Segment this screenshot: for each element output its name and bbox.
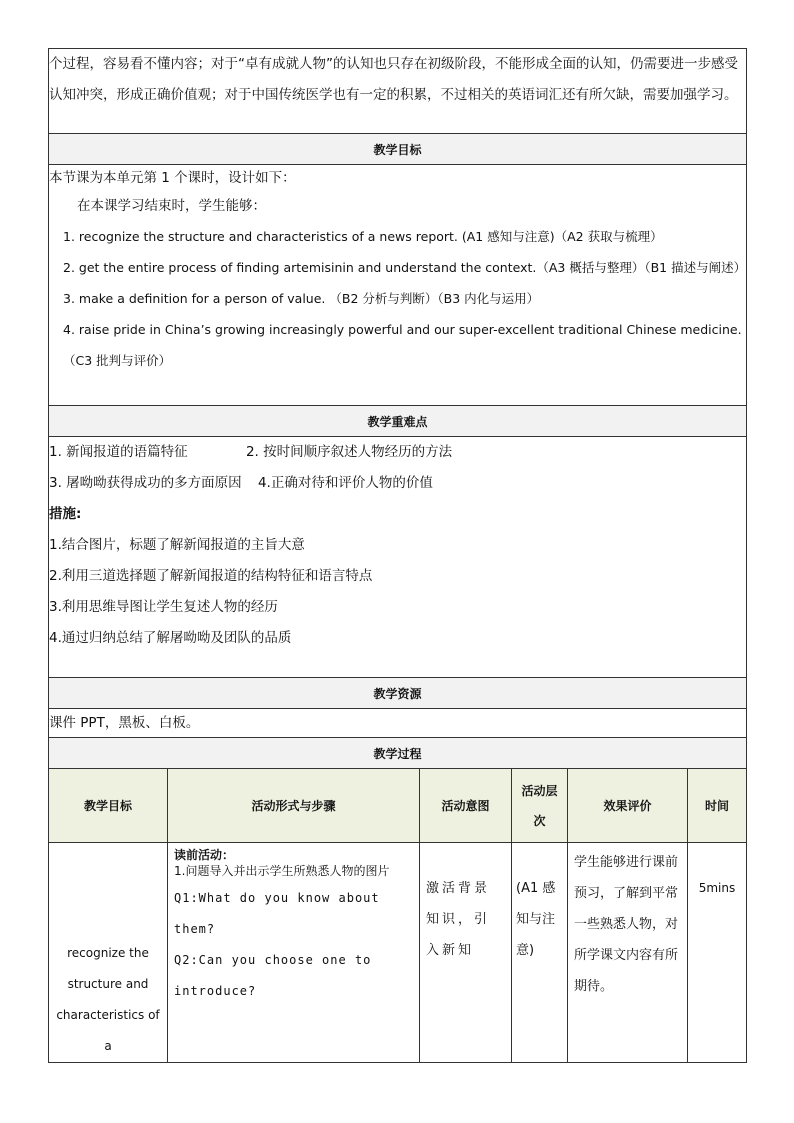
objective-item-3: 3. make a definition for a person of value. （B2 分析与判断）（B3 内化与运用） (63, 291, 540, 306)
key-point-1: 1. 新闻报道的语篇特征 (49, 444, 188, 460)
measure-item-4: 4.通过归纳总结了解屠呦呦及团队的品质 (49, 630, 292, 646)
activity-step: 1.问题导入并出示学生所熟悉人物的图片 (174, 864, 390, 878)
measure-item-1: 1.结合图片，标题了解新闻报道的主旨大意 (49, 537, 305, 553)
objective-item-2: 2. get the entire process of finding artemisinin and understand the context.（A3 概括与整理）（B1 描述与阐述） (63, 260, 747, 275)
activity-title: 读前活动： (174, 848, 235, 862)
objectives-header: 教学目标 (49, 134, 747, 165)
objectives-intro: 本节课为本单元第 1 个课时，设计如下： (49, 170, 296, 186)
lesson-plan-table (48, 48, 747, 1063)
measure-item-2: 2.利用三道选择题了解新闻报道的结构特征和语言特点 (49, 568, 373, 584)
key-points-header: 教学重难点 (49, 406, 747, 437)
key-points-line-2 (49, 468, 746, 499)
col-header-evaluation: 效果评价 (568, 769, 688, 843)
col-header-time: 时间 (688, 769, 747, 843)
activity-intent: 激活背景知识，引入新知 (426, 881, 491, 958)
col-header-level: 活动层次 (512, 769, 568, 843)
objective-item-1: 1. recognize the structure and characteristics of a news report. (A1 感知与注意)（A2 获取与梳理） (63, 229, 663, 244)
col-header-goal: 教学目标 (49, 769, 168, 843)
table-row (49, 843, 747, 1063)
row-goal: recognize the structure and characteristics of a (56, 946, 160, 1053)
objectives-intro-2: 在本课学习结束时，学生能够： (77, 198, 266, 214)
measure-item-3: 3.利用思维导图让学生复述人物的经历 (49, 599, 278, 615)
resources-header: 教学资源 (49, 678, 747, 709)
key-point-4: 4.正确对待和评价人物的价值 (257, 475, 433, 491)
measures-label: 措施: (49, 506, 82, 522)
activity-time: 5mins (698, 881, 736, 895)
col-header-activity: 活动形式与步骤 (168, 769, 420, 843)
question-2: Q2:Can you choose one to introduce? (174, 953, 372, 998)
resources-text: 课件 PPT，黑板、白板。 (49, 715, 200, 731)
activity-level: (A1 感知与注意) (516, 881, 556, 958)
effect-evaluation: 学生能够进行课前预习，了解到平常一些熟悉人物，对所学课文内容有所期待。 (574, 855, 679, 994)
lesson-plan-page (48, 48, 746, 1063)
question-1: Q1:What do you know about them? (174, 891, 380, 936)
objective-item-4: 4. raise pride in China’s growing increasingly powerful and our super-excellent traditional Chinese medicine. （C3 批判与评价） (63, 322, 742, 368)
col-header-intent: 活动意图 (420, 769, 512, 843)
process-header: 教学过程 (49, 738, 747, 769)
key-point-3: 3. 屠呦呦获得成功的多方面原因 (49, 475, 242, 491)
key-point-2: 2. 按时间顺序叙述人物经历的方法 (245, 444, 453, 460)
key-points-line-1 (49, 437, 746, 468)
learner-analysis-text: 个过程，容易看不懂内容；对于“卓有成就人物”的认知也只存在初级阶段，不能形成全面的认知，仍需要进一步感受认知冲突，形成正确价值观；对于中国传统医学也有一定的积累，不过相关的英语词汇还有所欠缺，需要加强学习。 (49, 56, 738, 103)
